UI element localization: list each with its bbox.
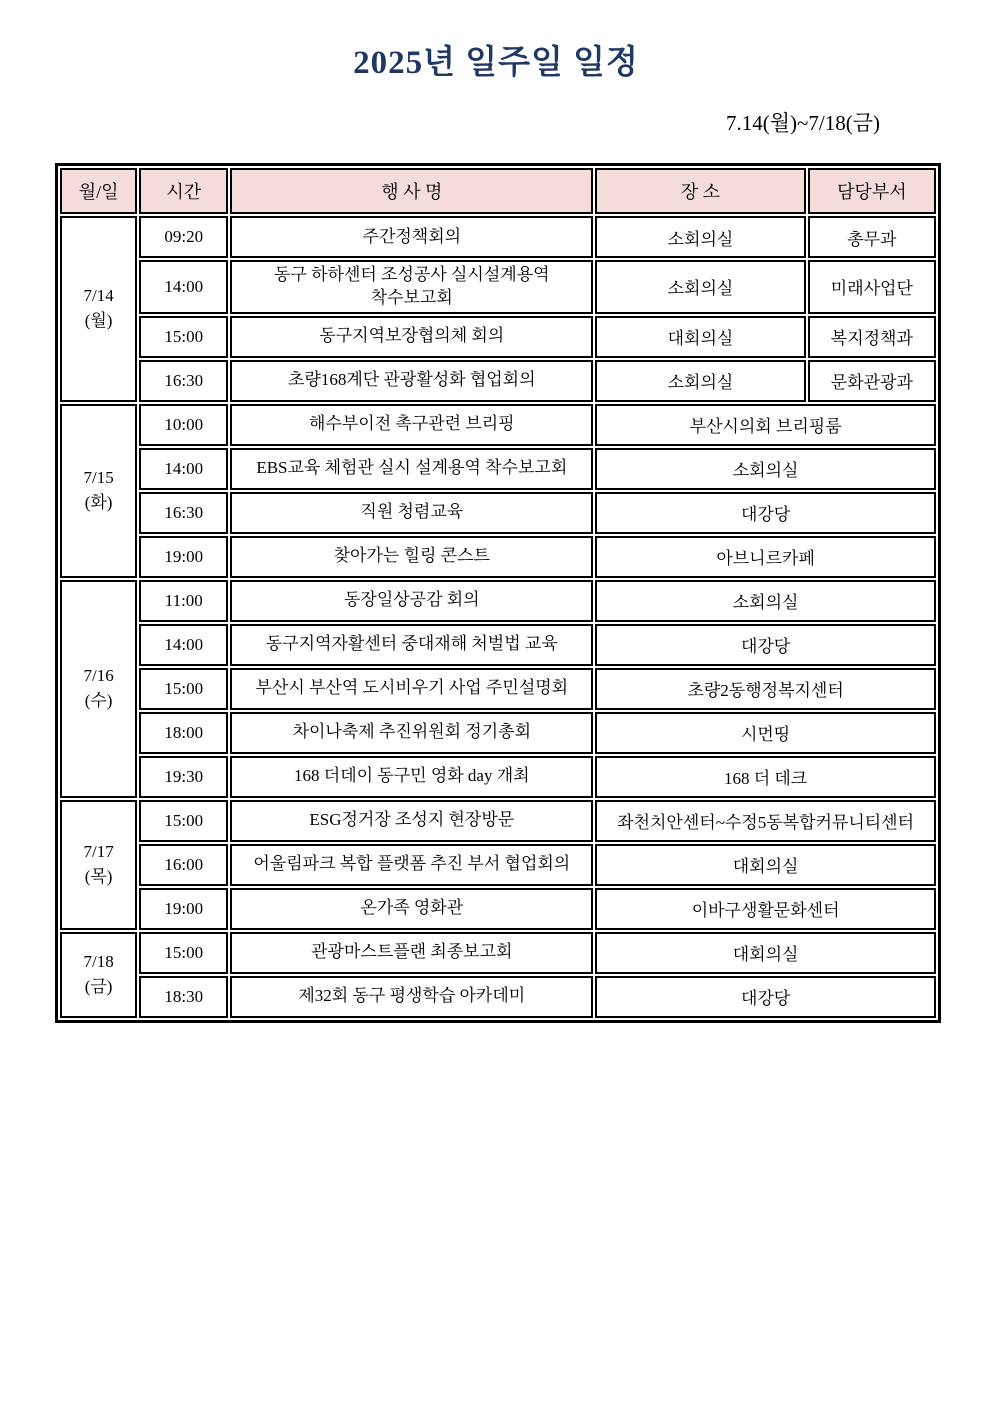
time-cell: 19:00	[139, 888, 228, 930]
event-cell: 어울림파크 복합 플랫폼 추진 부서 협업회의	[230, 844, 593, 886]
weekday-label: (금)	[84, 976, 113, 996]
dept-cell: 총무과	[808, 216, 936, 258]
time-cell: 10:00	[139, 404, 228, 446]
table-row	[60, 624, 936, 666]
table-row	[60, 360, 936, 402]
schedule-body	[60, 216, 936, 1018]
event-cell: 관광마스트플랜 최종보고회	[230, 932, 593, 974]
place-cell: 대강당	[595, 976, 936, 1018]
page-title: 2025년 일주일 일정	[353, 45, 639, 81]
day-label: 7/15	[83, 468, 114, 488]
dept-cell: 복지정책과	[808, 316, 936, 358]
time-cell: 16:30	[139, 492, 228, 534]
table-row	[60, 404, 936, 446]
header-row	[60, 168, 936, 214]
day-cell	[60, 580, 137, 798]
event-cell: 찾아가는 힐링 콘스트	[230, 536, 593, 578]
table-row	[60, 580, 936, 622]
event-cell: 동구지역자활센터 중대재해 처벌법 교육	[230, 624, 593, 666]
day-cell	[60, 216, 137, 402]
time-cell: 15:00	[139, 668, 228, 710]
time-cell: 18:00	[139, 712, 228, 754]
place-cell: 대회의실	[595, 932, 936, 974]
table-row	[60, 668, 936, 710]
day-label: 7/16	[83, 666, 114, 686]
time-cell: 19:30	[139, 756, 228, 798]
day-label: 7/14	[83, 286, 114, 306]
weekday-label: (목)	[84, 866, 113, 886]
time-cell: 15:00	[139, 316, 228, 358]
place-cell: 대회의실	[595, 316, 805, 358]
table-row	[60, 216, 936, 258]
place-cell: 소회의실	[595, 216, 805, 258]
time-cell: 14:00	[139, 448, 228, 490]
place-cell: 대강당	[595, 624, 936, 666]
time-cell: 19:00	[139, 536, 228, 578]
table-row	[60, 888, 936, 930]
table-row	[60, 932, 936, 974]
weekday-label: (월)	[84, 310, 113, 330]
event-cell: 동구 하하센터 조성공사 실시설계용역 착수보고회	[230, 260, 593, 314]
day-label: 7/18	[83, 952, 114, 972]
time-cell: 14:00	[139, 260, 228, 314]
header-time: 시간	[139, 168, 228, 214]
place-cell: 대회의실	[595, 844, 936, 886]
dept-cell: 문화관광과	[808, 360, 936, 402]
event-cell: EBS교육 체험관 실시 설계용역 착수보고회	[230, 448, 593, 490]
place-cell: 소회의실	[595, 448, 936, 490]
place-cell: 소회의실	[595, 260, 805, 314]
table-row	[60, 712, 936, 754]
time-cell: 15:00	[139, 800, 228, 842]
dept-cell: 미래사업단	[808, 260, 936, 314]
header-place: 장 소	[595, 168, 805, 214]
place-cell: 168 더 데크	[595, 756, 936, 798]
day-label: 7/17	[83, 842, 114, 862]
event-cell: 168 더데이 동구민 영화 day 개최	[230, 756, 593, 798]
time-cell: 09:20	[139, 216, 228, 258]
table-row	[60, 260, 936, 314]
header-event: 행 사 명	[230, 168, 593, 214]
place-cell: 소회의실	[595, 580, 936, 622]
time-cell: 18:30	[139, 976, 228, 1018]
time-cell: 16:30	[139, 360, 228, 402]
place-cell: 아브니르카페	[595, 536, 936, 578]
event-cell: 해수부이전 촉구관련 브리핑	[230, 404, 593, 446]
event-cell: ESG정거장 조성지 현장방문	[230, 800, 593, 842]
table-row	[60, 756, 936, 798]
time-cell: 14:00	[139, 624, 228, 666]
table-row	[60, 800, 936, 842]
weekday-label: (수)	[84, 690, 113, 710]
table-row	[60, 976, 936, 1018]
day-cell	[60, 800, 137, 930]
event-cell: 부산시 부산역 도시비우기 사업 주민설명회	[230, 668, 593, 710]
place-cell: 소회의실	[595, 360, 805, 402]
place-cell: 좌천치안센터~수정5동복합커뮤니티센터	[595, 800, 936, 842]
event-cell: 직원 청렴교육	[230, 492, 593, 534]
event-cell: 초량168계단 관광활성화 협업회의	[230, 360, 593, 402]
table-row	[60, 492, 936, 534]
place-cell: 부산시의회 브리핑룸	[595, 404, 936, 446]
time-cell: 16:00	[139, 844, 228, 886]
schedule-table	[55, 163, 941, 1023]
header-dept: 담당부서	[808, 168, 936, 214]
table-row	[60, 536, 936, 578]
day-cell	[60, 932, 137, 1018]
date-range: 7.14(월)~7/18(금)	[726, 111, 880, 135]
event-cell: 온가족 영화관	[230, 888, 593, 930]
event-cell: 차이나축제 추진위원회 정기총회	[230, 712, 593, 754]
time-cell: 11:00	[139, 580, 228, 622]
time-cell: 15:00	[139, 932, 228, 974]
event-cell: 동구지역보장협의체 회의	[230, 316, 593, 358]
table-row	[60, 448, 936, 490]
header-day: 월/일	[60, 168, 137, 214]
event-cell: 주간정책회의	[230, 216, 593, 258]
place-cell: 이바구생활문화센터	[595, 888, 936, 930]
weekday-label: (화)	[84, 492, 113, 512]
day-cell	[60, 404, 137, 578]
table-row	[60, 316, 936, 358]
place-cell: 시먼띵	[595, 712, 936, 754]
table-row	[60, 844, 936, 886]
event-cell: 동장일상공감 회의	[230, 580, 593, 622]
event-cell: 제32회 동구 평생학습 아카데미	[230, 976, 593, 1018]
place-cell: 대강당	[595, 492, 936, 534]
place-cell: 초량2동행정복지센터	[595, 668, 936, 710]
